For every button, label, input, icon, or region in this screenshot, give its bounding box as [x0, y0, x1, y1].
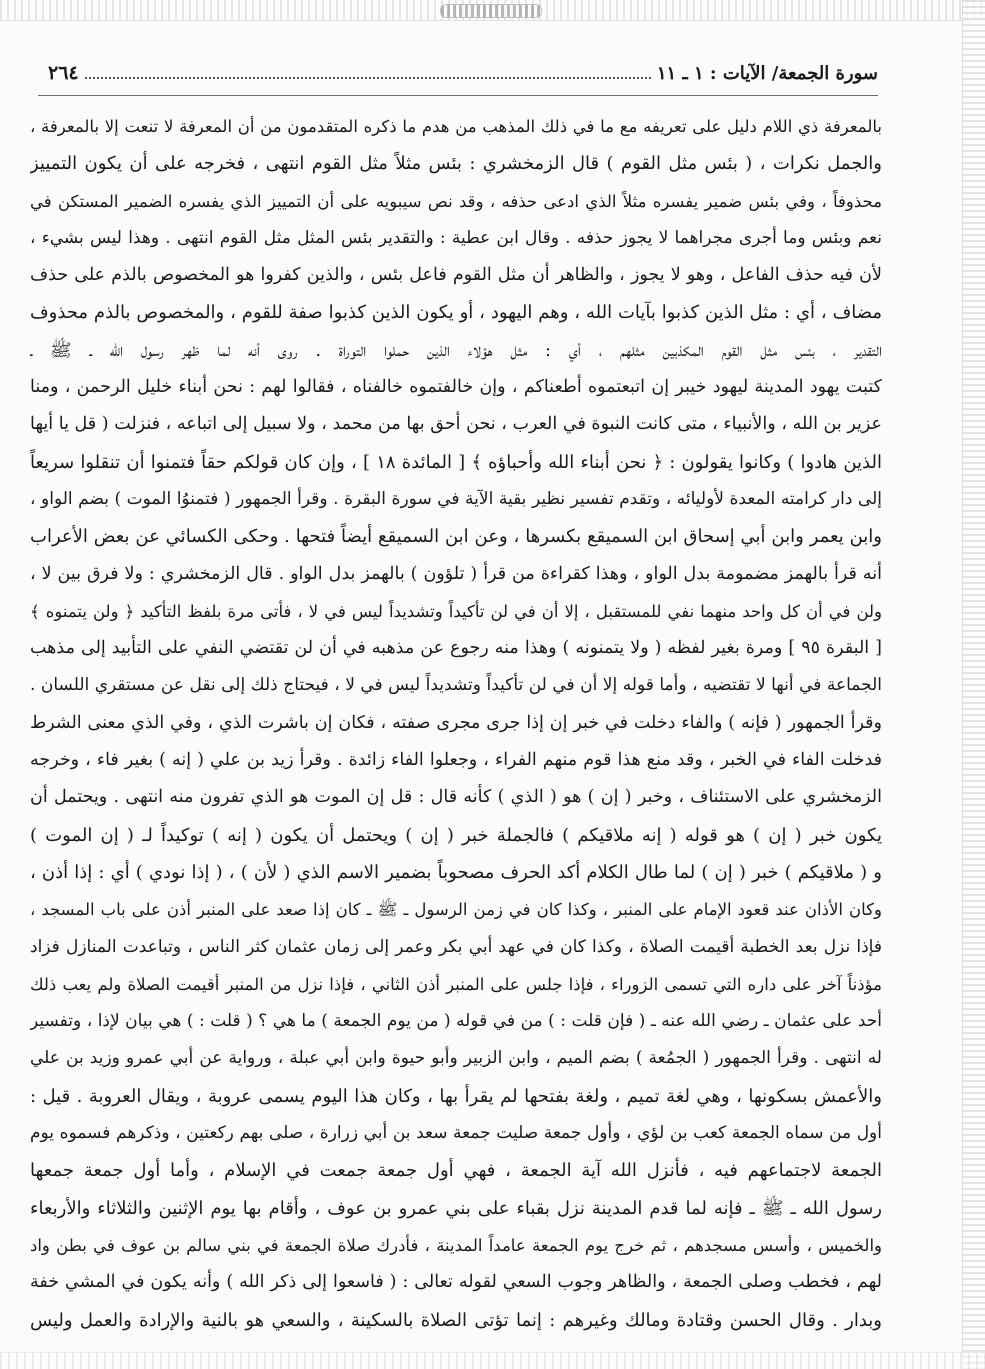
- text-line: عزير بن الله ، والأنبياء ، متى كانت النبوة في العرب ، نحن أحق بها من محمد ، ولا سبيل إلى اتباعه ، فنزلت ( قل يا أيها: [30, 414, 882, 435]
- text-line: ولن في أن كل واحد منهما نفي للمستقبل ، إلا أن في لن تأكيداً وتشديداً ليس في لا ، فأتى مرة بلفظ التأكيد ﴿ ولن يتمنوه ﴾: [30, 601, 882, 621]
- text-line: لأن فيه حذف الفاعل ، وهو لا يجوز ، والظاهر أن مثل القوم فاعل بئس ، والذين كفروا هو المخصوص بالذم على حذف: [30, 265, 882, 286]
- text-line: كتبت يهود المدينة ليهود خيبر إن اتبعتموه أطعناكم ، وإن خالفتموه خالفناه ، فقالوا لهم : نحن أبناء خليل الرحمن ، ومنا: [30, 377, 882, 398]
- bottom-scan-border: [0, 1352, 985, 1369]
- text-line: مؤذناً آخر على داره التي تسمى الزوراء ، فإذا جلس على المنبر أذن الثاني ، فإذا نزل من المنبر أقيمت الصلاة ولم يعب ذلك: [30, 974, 882, 994]
- text-line: والخميس ، وأسس مسجدهم ، ثم خرج يوم الجمعة عامداً المدينة ، فأدرك صلاة الجمعة في بني سالم بن عوف في بطن واد: [30, 1235, 882, 1255]
- text-line: والأعمش بسكونها ، وهي لغة تميم ، ولغة بفتحها لم يقرأ بها ، وكان هذا اليوم يسمى عروبة ، ويقال العروبة . قيل :: [30, 1085, 882, 1107]
- text-line: رسول الله ـ ﷺ ـ فإنه لما قدم المدينة نزل بقباء على بني عمرو بن عوف ، وأقام بها يوم الإثنين والثلاثاء والأربعاء: [30, 1197, 882, 1219]
- text-line: بالمعرفة ذي اللام دليل على تعريفه مع ما في ذلك المذهب من هدم ما ذكره المتقدمون من أن المعرفة لا تنعت إلا بالمعرفة ،: [30, 117, 882, 136]
- running-header: [38, 62, 878, 92]
- text-line: [ البقرة ٩٥ ] ومرة بغير لفظه ( ولا يتمنونه ) وهذا منه رجوع عن مذهبه في أن لن تقتضي النفي على التأبيد إلى مذهب: [30, 638, 882, 659]
- text-line: وقرأ الجمهور ( فإنه ) والفاء دخلت في خبر إن إذا جرى مجرى صفته ، فكان إن باشرت الذي ، وفي الذي معنى الشرط: [30, 712, 882, 733]
- text-line: وكان الأذان عند قعود الإمام على المنبر ، وكذا كان في زمن الرسول ـ ﷺ ـ كان إذا صعد على المنبر أذن على باب المسجد ،: [30, 900, 882, 920]
- spine-ornament-border: [962, 0, 985, 1369]
- text-line: الجماعة في أنها لا تقتضيه ، وأما قوله إلا أن في لن تأكيداً وتشديداً ليس في لا ، فيحتاج ذلك إلى نقل عن مستقري اللسان .: [30, 675, 882, 696]
- text-line: و ( ملاقيكم ) خبر ( إن ) لما طال الكلام أكد الحرف مصحوباً بضمير الاسم الذي ( لأن ) ، ( إذا نودي ) أي : إذا أذن ،: [30, 861, 882, 883]
- text-line: يكون خبر ( إن ) هو قوله ( إنه ملاقيكم ) فالجملة خبر ( إن ) ويحتمل أن يكون ( إنه ) توكيداً لـ ( إن الموت ): [30, 824, 882, 846]
- text-line: مضاف ، أي : مثل الذين كذبوا بآيات الله ، وهم اليهود ، أو يكون الذين كذبوا صفة للقوم ، والمخصوص بالذم محذوف: [30, 302, 882, 324]
- text-line: نعم وبئس وما أجرى مجراهما لا يجوز حذفه . وقال ابن عطية : والتقدير بئس المثل مثل القوم انتهى . وهذا ليس بشيء ،: [30, 227, 882, 248]
- text-line: لهم ، فخطب وصلى الجمعة ، والظاهر وجوب السعي لقوله تعالى : ( فاسعوا إلى ذكر الله ) وأنه يكون في المشي خفة: [30, 1272, 882, 1293]
- text-line: الجمعة لاجتماعهم فيه ، فأنزل الله آية الجمعة ، فهي أول جمعة جمعت في الإسلام ، وأما أول جمعة جمعها: [30, 1160, 882, 1182]
- text-line: له انتهى . وقرأ الجمهور ( الجمُعة ) بضم الميم ، وابن الزبير وأبو حيوة وابن أبي عبلة ، ورواية عن أبي عمرو وزيد بن علي: [30, 1048, 882, 1069]
- text-line: الذين هادوا ) وكانوا يقولون : ﴿ نحن أبناء الله وأحباؤه ﴾ [ المائدة ١٨ ] ، وإن كان قولكم حقاً فتمنوا أن تنقلوا سريعاً: [30, 451, 882, 473]
- text-line: أحد على عثمان ـ رضي الله عنه ـ ( فإن قلت : ) من في قوله ( من يوم الجمعة ) ما هي ؟ ( قلت : ) هي بيان لإذا ، وتفسير: [30, 1011, 882, 1032]
- text-line: التقدير ، بئس مثل القوم المكذبين مثلهم ، أي : مثل هؤلاء الذين حملوا التوراة . روى أنه لما ظهر رسول الله ـ ﷺ ـ: [30, 339, 882, 361]
- header-dot-leader: [85, 63, 651, 79]
- text-line: وابن يعمر وابن أبي إسحاق ابن السميقع بكسرها ، وعن ابن السميقع أيضاً فتحها . وحكى الكسائي عن بعض الأعراب: [30, 526, 882, 548]
- top-ornament: [440, 4, 542, 18]
- text-line: أنه قرأ بالهمز مضمومة بدل الواو ، وهذا كقراءة من قرأ ( تلؤون ) بالهمز بدل الواو . قال الزمخشري : ولا فرق بين لا ،: [30, 563, 882, 584]
- header-title: سورة الجمعة/ الآيات : ١ ـ ١١: [656, 63, 878, 84]
- text-line: والجمل نكرات ، ( بئس مثل القوم ) قال الزمخشري : بئس مثلاً مثل القوم انتهى ، فخرجه على أن يكون التمييز: [30, 153, 882, 175]
- text-line: فإذا نزل بعد الخطبة أقيمت الصلاة ، وكذا كان في عهد أبي بكر وعمر إلى زمان عثمان كثر الناس ، وتباعدت المنازل فزاد: [30, 936, 882, 957]
- header-rule: [38, 95, 878, 96]
- page-number: ٢٦٤: [48, 62, 79, 84]
- text-line: وبدار . وقال الحسن وقتادة ومالك وغيرهم : إنما تؤتى الصلاة بالسكينة ، والسعي هو بالنية والإرادة والعمل وليس: [30, 1309, 882, 1331]
- text-line: إلى دار كرامته المعدة لأوليائه ، وتقدم تفسير نظير بقية الآية في سورة البقرة . وقرأ الجمهور ( فتمنوُا الموت ) بضم الواو ،: [30, 488, 882, 509]
- text-line: الزمخشري على الاستئناف ، وخبر ( إن ) هو ( الذي ) كأنه قال : قل إن الموت هو الذي تفرون منه انتهى . ويحتمل أن: [30, 787, 882, 808]
- text-line: محذوفاً ، وفي بئس ضمير يفسره مثلاً الذي ادعى حذفه ، وقد نص سيبويه على أن التمييز الذي يفسره الضمير المستكن في: [30, 191, 882, 211]
- text-line: فدخلت الفاء في الخبر ، وقد منع هذا قوم منهم الفراء ، وجعلوا الفاء زائدة . وقرأ زيد بن علي ( إنه ) بغير فاء ، وخرجه: [30, 750, 882, 771]
- body-text: [30, 108, 882, 1339]
- text-line: أول من سماه الجمعة كعب بن لؤي ، وأول جمعة صليت جمعة سعد بن أبي زرارة ، صلى بهم ركعتين ، وذكرهم فسموه يوم: [30, 1123, 882, 1144]
